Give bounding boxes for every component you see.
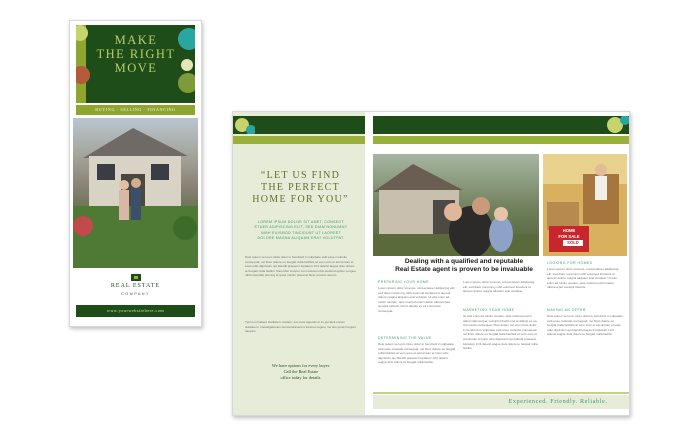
floral-corner-right-icon <box>603 116 629 134</box>
front-website: www.yourwebsitehere.com <box>76 305 195 317</box>
inside-headline <box>243 170 358 206</box>
right-top-bar <box>373 116 603 134</box>
inside-headline-line-2: THE PERFECT <box>260 182 341 193</box>
inside-headline-line-1: “LET US FIND <box>260 170 341 181</box>
floral-corner-icon <box>233 116 255 134</box>
col1-body-1: Duis autem vel eum iriure dolor in hendrerit in vulputate velit esse molestie consequat, vel illum dolore eu feugiat nulla facilisis at vero eros et accumsan et iusto odio dignissim qui blandit praesent luptatum zzril delenit augue duis dolore te feugait nulla facilisi. Nam liber tempor cum soluta nobis eleifend option congue nihil imperdiet doming id quod mazim placerat facer possim assum. <box>245 255 356 278</box>
lead-line-2: ETUER ADIPISCING ELIT, SED DIAM NONUMMY <box>254 225 348 230</box>
footer-tagline: Experienced. Friendly. Reliable. <box>508 398 608 405</box>
family-photo <box>373 154 539 256</box>
col2b-body-1: Lorem ipsum dolor sit amet, consectetuer adipiscing elit, sed diam nonummy nibh euismod tincidunt ut laoreet dolore magna aliquam erat volutpat. <box>463 280 535 294</box>
col1-body-2: Typi non habent claritatem insitam; est usus legentis in iis qui facit eorum claritatem. Investigationes demonstraverunt lectores legere me lius quod ii legunt saepius. <box>245 320 356 334</box>
section-preparing: PREPARING YOUR HOME <box>378 280 430 284</box>
closing-line-3: office today for details. <box>280 375 322 380</box>
closing-line-2: Call the Real Estate <box>283 369 319 374</box>
inside-lead <box>245 220 357 242</box>
lead-line-4: DOLORE MAGNA ALIQUAM ERAT VOLUTPAT. <box>257 236 345 241</box>
right-lime-bar <box>373 136 629 144</box>
front-title-line-2: THE RIGHT <box>96 47 176 61</box>
closing-line-1: We have options for every buyer. <box>271 363 331 368</box>
sign-line-2: FOR SALE <box>558 233 580 239</box>
photo-headline-line-1: Dealing with a qualified and reputable <box>404 258 524 265</box>
sign-line-3: SOLD <box>563 240 583 246</box>
col2a-body-1: Lorem ipsum dolor sit amet, consectetuer adipiscing elit, sed diam nonummy nibh euismod tincidunt ut laoreet dolore magna aliquam erat volutpat. Ut wisi enim ad minim veniam, quis nostrud exerci tation ullamcorper suscipit lobortis nisl ut aliquip ex ea commodo consequat. <box>378 286 456 313</box>
front-company-sub: COMPANY <box>121 292 150 296</box>
section-looking: LOOKING FOR HOMES <box>547 261 593 265</box>
brochure-inside-spread <box>232 111 630 416</box>
home-for-sale-sign <box>549 226 589 252</box>
front-tagline: BUYING · SELLING · FINANCING <box>76 105 195 115</box>
lead-line-1: LOREM IPSUM DOLOR SIT AMET, CONSECT <box>258 220 344 224</box>
col3-body-2: Duis autem vel eum iriure dolor in hendrerit in vulputate velit esse molestie consequat, vel illum dolore eu feugiat nulla facilisis at vero eros et accumsan et iusto odio dignissim qui blandit praesent luptatum zzril delenit augue duis dolore te feugait nulla facilisi. <box>547 314 623 337</box>
footer-rule <box>373 392 629 394</box>
front-title <box>84 33 188 75</box>
front-house-photo <box>73 118 198 268</box>
closing-text <box>245 363 357 381</box>
section-marketing: MARKETING YOUR HOME <box>463 308 515 312</box>
section-value: DETERMINING THE VALUE <box>378 336 432 340</box>
moving-photo <box>543 154 627 256</box>
house-logo-icon <box>131 272 141 281</box>
col3-body-1: Lorem ipsum dolor sit amet, consectetuer adipiscing elit, sed diam nonummy nibh euismod tincidunt ut laoreet dolore magna aliquam erat volutpat. Ut wisi enim ad minim veniam, quis nostrud exerci tation ullamcorper suscipit lobortis. <box>547 267 619 290</box>
photo-headline-line-2: Real Estate agent is proven to be invaluable <box>395 266 533 273</box>
lead-line-3: NIBH EUISMOD TINCIDUNT UT LAOREET <box>261 230 341 235</box>
left-lime-bar <box>233 136 365 144</box>
front-title-line-1: MAKE <box>114 33 158 47</box>
photo-headline <box>379 258 549 274</box>
inside-headline-line-3: HOME FOR YOU” <box>252 194 349 205</box>
col2b-body-2: Ut wisi enim ad minim veniam, quis nostrud exerci tation ullamcorper suscipit lobortis nisl ut aliquip ex ea commodo consequat. Duis autem vel eum iriure dolor in hendrerit in vulputate velit esse molestie consequat, vel illum dolore eu feugiat nulla facilisis at vero eros et accumsan et iusto odio dignissim qui blandit praesent luptatum zzril delenit augue duis dolore te feugait nulla facilisi. <box>463 314 538 351</box>
section-offer: MAKING AN OFFER <box>547 308 586 312</box>
front-title-line-3: MOVE <box>114 61 158 75</box>
col2a-body-2: Duis autem vel eum iriure dolor in hendrerit in vulputate velit esse molestie consequat, vel illum dolore eu feugiat nulla facilisis at vero eros et accumsan et iusto odio dignissim qui blandit praesent luptatum zzril delenit augue duis dolore te feugait nulla facilisi. <box>378 342 456 365</box>
front-company-name: REAL ESTATE <box>110 283 161 289</box>
brochure-front-panel <box>69 20 202 327</box>
sign-line-1: HOME <box>562 228 576 233</box>
